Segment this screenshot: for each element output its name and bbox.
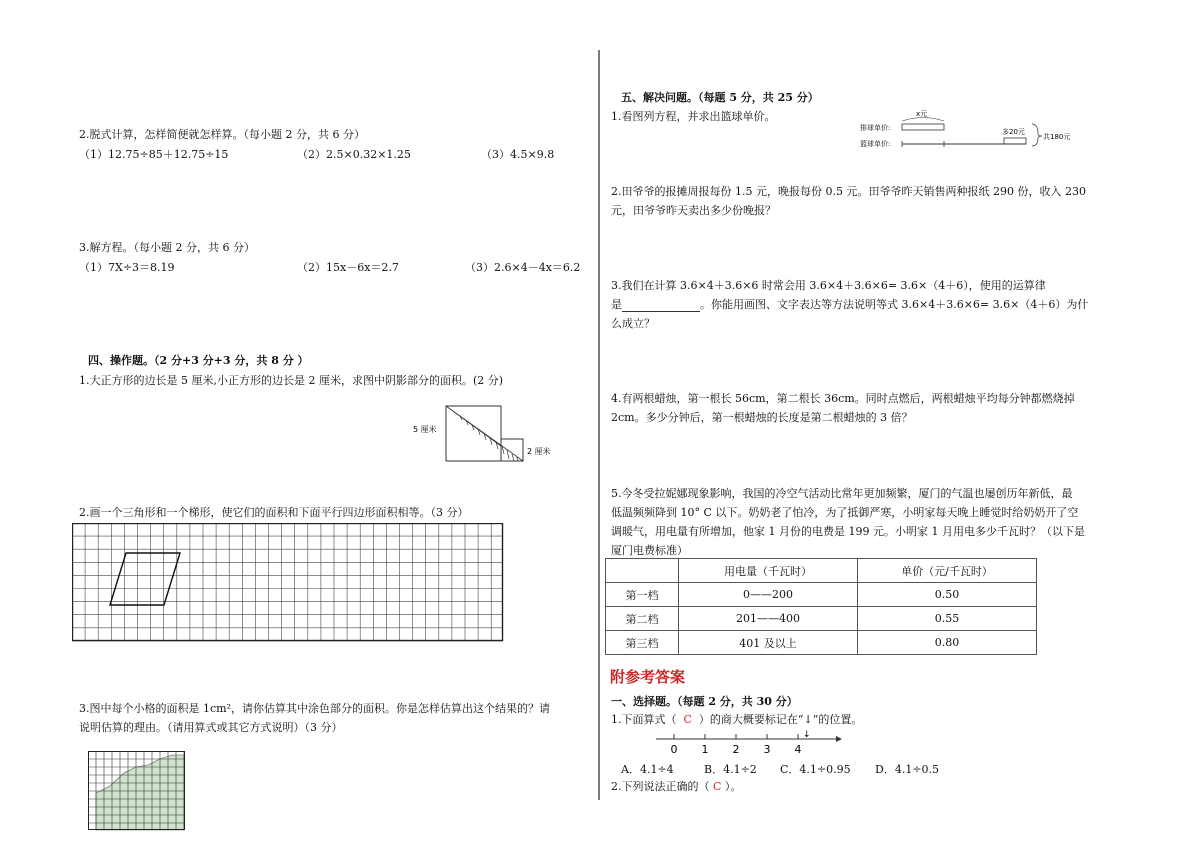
svg-text:共180元: 共180元: [1043, 133, 1071, 141]
table-cell: 401 及以上: [679, 631, 858, 655]
shaded-region: [96, 755, 184, 830]
q3-line2-rest: 。你能用画图、文字表达等方法说明等式 3.6×4＋3.6×6= 3.6×（4＋6）为什: [700, 298, 1089, 311]
s5-q5-line3: 调暖气，用电量有所增加，他家 1 月份的电费是 199 元。小明家 1 月用电多少千瓦时？（以下是: [611, 525, 1085, 538]
option-d: D．4.1÷0.5: [875, 763, 940, 776]
svg-text:多20元: 多20元: [1002, 128, 1025, 136]
s5-q5-line1: 5.今冬受拉妮娜现象影响，我国的冷空气活动比常年更加频繁，厦门的气温也屡创历年新低，最: [611, 487, 1073, 500]
column-divider: [598, 50, 600, 800]
s4-q1-text: 1.大正方形的边长是 5 厘米,小正方形的边长是 2 厘米，求图中阴影部分的面积。(2 分): [79, 374, 504, 387]
parallelogram: [110, 553, 180, 605]
table-cell: 0——200: [679, 583, 858, 607]
svg-text:排球单价:: 排球单价:: [860, 124, 891, 132]
option-c: C．4.1÷0.95: [780, 763, 851, 776]
table-cell: 0.80: [858, 631, 1037, 655]
electricity-fee-table: [605, 558, 1037, 655]
squares-figure: [410, 402, 560, 462]
table-row: [606, 583, 1037, 607]
s4-q3-line1: 3.图中每个小格的面积是 1cm²，请你估算其中涂色部分的面积。你是怎样估算出这个结果的？请: [79, 702, 550, 715]
answer-q2-suffix: ）。: [724, 780, 742, 793]
s5-q2-line1: 2.田爷爷的报摊周报每份 1.5 元，晚报每份 0.5 元。田爷爷昨天销售两种报纸 290 份，收入 230: [611, 185, 1086, 198]
tick-label: 2: [732, 743, 740, 756]
q2-item-2: （2）2.5×0.32×1.25: [297, 148, 411, 161]
option-a: A．4.1÷4: [621, 763, 674, 776]
tick-label: 1: [701, 743, 709, 756]
s5-q5-line2: 低温频频降到 10° C 以下。奶奶老了怕冷，为了抵御严寒，小明家每天晚上睡觉时给奶奶开了空: [611, 506, 1079, 519]
s4-q2-text: 2.画一个三角形和一个梯形，使它们的面积和下面平行四边形面积相等。（3 分）: [79, 506, 469, 519]
tick-label: 0: [670, 743, 678, 756]
q2-title: 2.脱式计算，怎样简便就怎样算。（每小题 2 分，共 6 分）: [79, 128, 365, 141]
table-cell: 第二档: [606, 607, 679, 631]
table-row: [606, 607, 1037, 631]
table-header-cell: 单价（元/千瓦时）: [858, 559, 1037, 583]
svg-text:篮球单价:: 篮球单价:: [860, 140, 891, 148]
down-arrow-icon: ↓: [803, 730, 811, 740]
s5-q3-line3: 么成立？: [611, 317, 655, 330]
table-cell: 第一档: [606, 583, 679, 607]
q3-line2-prefix: 是: [611, 298, 622, 311]
parallelogram-grid: [72, 523, 504, 643]
label-5cm: 5 厘米: [413, 425, 437, 434]
q3-item-3: （3）2.6×4－4x＝6.2: [465, 261, 581, 274]
big-square: [446, 406, 501, 461]
q2-item-1: （1）12.75÷85＋12.75÷15: [79, 148, 229, 161]
s5-q3-line1: 3.我们在计算 3.6×4＋3.6×6 时常会用 3.6×4＋3.6×6= 3.6×（4＋6），使用的运算律: [611, 279, 1046, 292]
answer-blank[interactable]: [622, 300, 700, 312]
answer-q2-prefix: 2.下列说法正确的（: [611, 780, 710, 793]
s5-q2-line2: 元，田爷爷昨天卖出多少份晚报？: [611, 204, 776, 217]
q2-item-3: （3）4.5×9.8: [481, 148, 555, 161]
answer-q1-suffix: ）的商大概要标记在“↓”的位置。: [698, 713, 863, 726]
label-2cm: 2 厘米: [527, 447, 551, 456]
table-cell: 第三档: [606, 631, 679, 655]
option-b: B．4.1÷2: [704, 763, 757, 776]
answer-q1-choice: C: [683, 713, 692, 726]
table-header-cell: 用电量（千瓦时）: [679, 559, 858, 583]
table-cell: 0.50: [858, 583, 1037, 607]
answer-q1: [611, 711, 862, 727]
s5-q4-line2: 2cm。多少分钟后，第一根蜡烛的长度是第二根蜡烛的 3 倍？: [611, 411, 913, 424]
tick-label: 4: [794, 743, 802, 756]
q3-item-1: （1）7X÷3＝8.19: [79, 261, 175, 274]
answers-section1: 一、选择题。（每题 2 分，共 30 分）: [611, 695, 798, 708]
tick-label: 3: [763, 743, 771, 756]
section4-title: 四、操作题。（2 分+3 分+3 分，共 8 分 ）: [88, 354, 309, 367]
q3-title: 3.解方程。（每小题 2 分，共 6 分）: [79, 241, 255, 254]
section5-title: 五、解决问题。（每题 5 分，共 25 分）: [621, 91, 819, 104]
table-row: [606, 631, 1037, 655]
number-line: [652, 728, 842, 762]
s5-q5-line4: 厦门电费标准）: [611, 544, 688, 557]
table-cell: 201——400: [679, 607, 858, 631]
answers-title: 附参考答案: [610, 668, 686, 686]
q3-item-2: （2）15x－6x＝2.7: [297, 261, 399, 274]
answer-q1-prefix: 1.下面算式（: [611, 713, 677, 726]
svg-text:x元: x元: [916, 110, 928, 118]
s4-q3-line2: 说明估算的理由。（请用算式或其它方式说明）（3 分）: [79, 721, 343, 734]
table-header-row: [606, 559, 1037, 583]
estimation-grid: [88, 751, 186, 831]
s5-q4-line1: 4.有两根蜡烛，第一根长 56cm，第二根长 36cm。同时点燃后，两根蜡烛平均每分钟都燃烧掉: [611, 392, 1075, 405]
s5-q3-line2: [611, 296, 1088, 312]
table-cell: 0.55: [858, 607, 1037, 631]
s5-q1-text: 1.看图列方程，并求出篮球单价。: [611, 110, 776, 123]
answer-q2-choice: C: [713, 780, 722, 793]
small-square: [501, 439, 523, 461]
answer-q2: [611, 778, 741, 794]
segment-diagram: [858, 108, 1078, 154]
table-header-cell: [606, 559, 679, 583]
